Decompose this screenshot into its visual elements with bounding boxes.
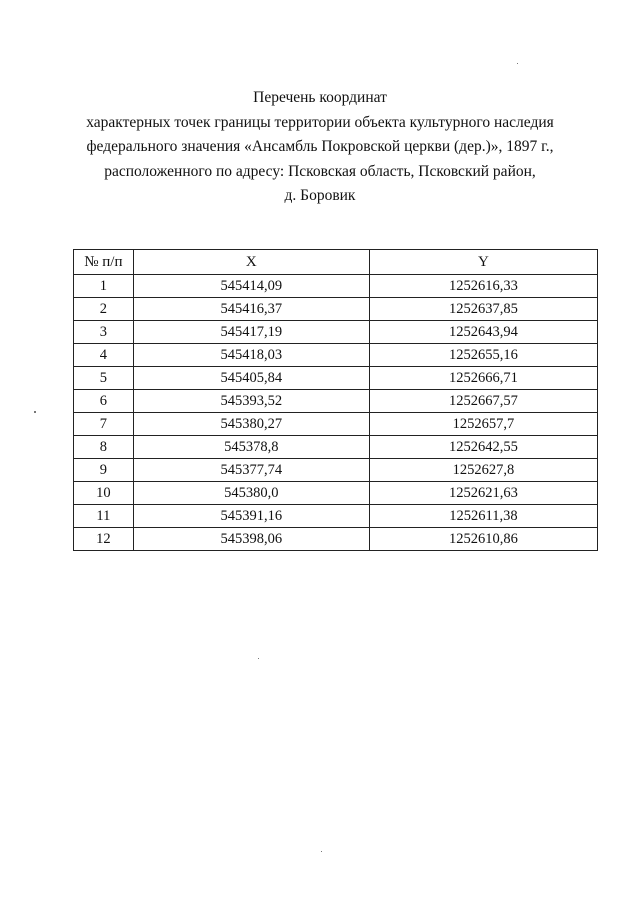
heading-line-1: Перечень координат [253, 89, 387, 106]
heading-line-4: расположенного по адресу: Псковская область, Псковский район, [104, 162, 536, 180]
table-row [74, 505, 598, 528]
table-row [74, 436, 598, 459]
point-number-cell: 7 [74, 413, 134, 436]
x-coordinate-cell: 545393,52 [133, 390, 369, 413]
heading-line-3: федерального значения «Ансамбль Покровской церкви (дер.)», 1897 г., [86, 138, 554, 155]
table-row [74, 413, 598, 436]
y-coordinate-cell: 1252657,7 [369, 413, 597, 436]
column-header-x: X [133, 250, 369, 275]
point-number-cell: 1 [74, 275, 134, 298]
column-header-number: № п/п [74, 250, 134, 275]
point-number-cell: 6 [74, 390, 134, 413]
table-row [74, 459, 598, 482]
y-coordinate-cell: 1252666,71 [369, 367, 597, 390]
x-coordinate-cell: 545418,03 [133, 344, 369, 367]
y-coordinate-cell: 1252637,85 [369, 298, 597, 321]
x-coordinate-cell: 545417,19 [133, 321, 369, 344]
table-row [74, 482, 598, 505]
table-row [74, 298, 598, 321]
point-number-cell: 11 [74, 505, 134, 528]
y-coordinate-cell: 1252655,16 [369, 344, 597, 367]
table-row [74, 367, 598, 390]
x-coordinate-cell: 545380,0 [133, 482, 369, 505]
x-coordinate-cell: 545405,84 [133, 367, 369, 390]
y-coordinate-cell: 1252667,57 [369, 390, 597, 413]
x-coordinate-cell: 545414,09 [133, 275, 369, 298]
y-coordinate-cell: 1252621,63 [369, 482, 597, 505]
x-coordinate-cell: 545380,27 [133, 413, 369, 436]
y-coordinate-cell: 1252627,8 [369, 459, 597, 482]
heading-line-2: характерных точек границы территории объекта культурного наследия [86, 113, 554, 131]
table-row [74, 275, 598, 298]
y-coordinate-cell: 1252642,55 [369, 436, 597, 459]
scan-speck [34, 411, 36, 413]
point-number-cell: 12 [74, 528, 134, 551]
column-header-y: Y [369, 250, 597, 275]
x-coordinate-cell: 545416,37 [133, 298, 369, 321]
y-coordinate-cell: 1252611,38 [369, 505, 597, 528]
table-row [74, 390, 598, 413]
y-coordinate-cell: 1252616,33 [369, 275, 597, 298]
point-number-cell: 2 [74, 298, 134, 321]
table-row [74, 344, 598, 367]
y-coordinate-cell: 1252643,94 [369, 321, 597, 344]
point-number-cell: 8 [74, 436, 134, 459]
point-number-cell: 3 [74, 321, 134, 344]
scan-speck [321, 851, 322, 852]
table-header-row [74, 250, 598, 275]
heading-line-5: д. Боровик [284, 187, 356, 204]
scan-speck [258, 658, 259, 659]
point-number-cell: 10 [74, 482, 134, 505]
x-coordinate-cell: 545398,06 [133, 528, 369, 551]
point-number-cell: 9 [74, 459, 134, 482]
point-number-cell: 4 [74, 344, 134, 367]
document-heading [0, 86, 640, 209]
x-coordinate-cell: 545391,16 [133, 505, 369, 528]
point-number-cell: 5 [74, 367, 134, 390]
scan-speck [517, 63, 518, 64]
x-coordinate-cell: 545378,8 [133, 436, 369, 459]
y-coordinate-cell: 1252610,86 [369, 528, 597, 551]
table-row [74, 528, 598, 551]
coordinates-table [73, 249, 598, 551]
table-row [74, 321, 598, 344]
x-coordinate-cell: 545377,74 [133, 459, 369, 482]
